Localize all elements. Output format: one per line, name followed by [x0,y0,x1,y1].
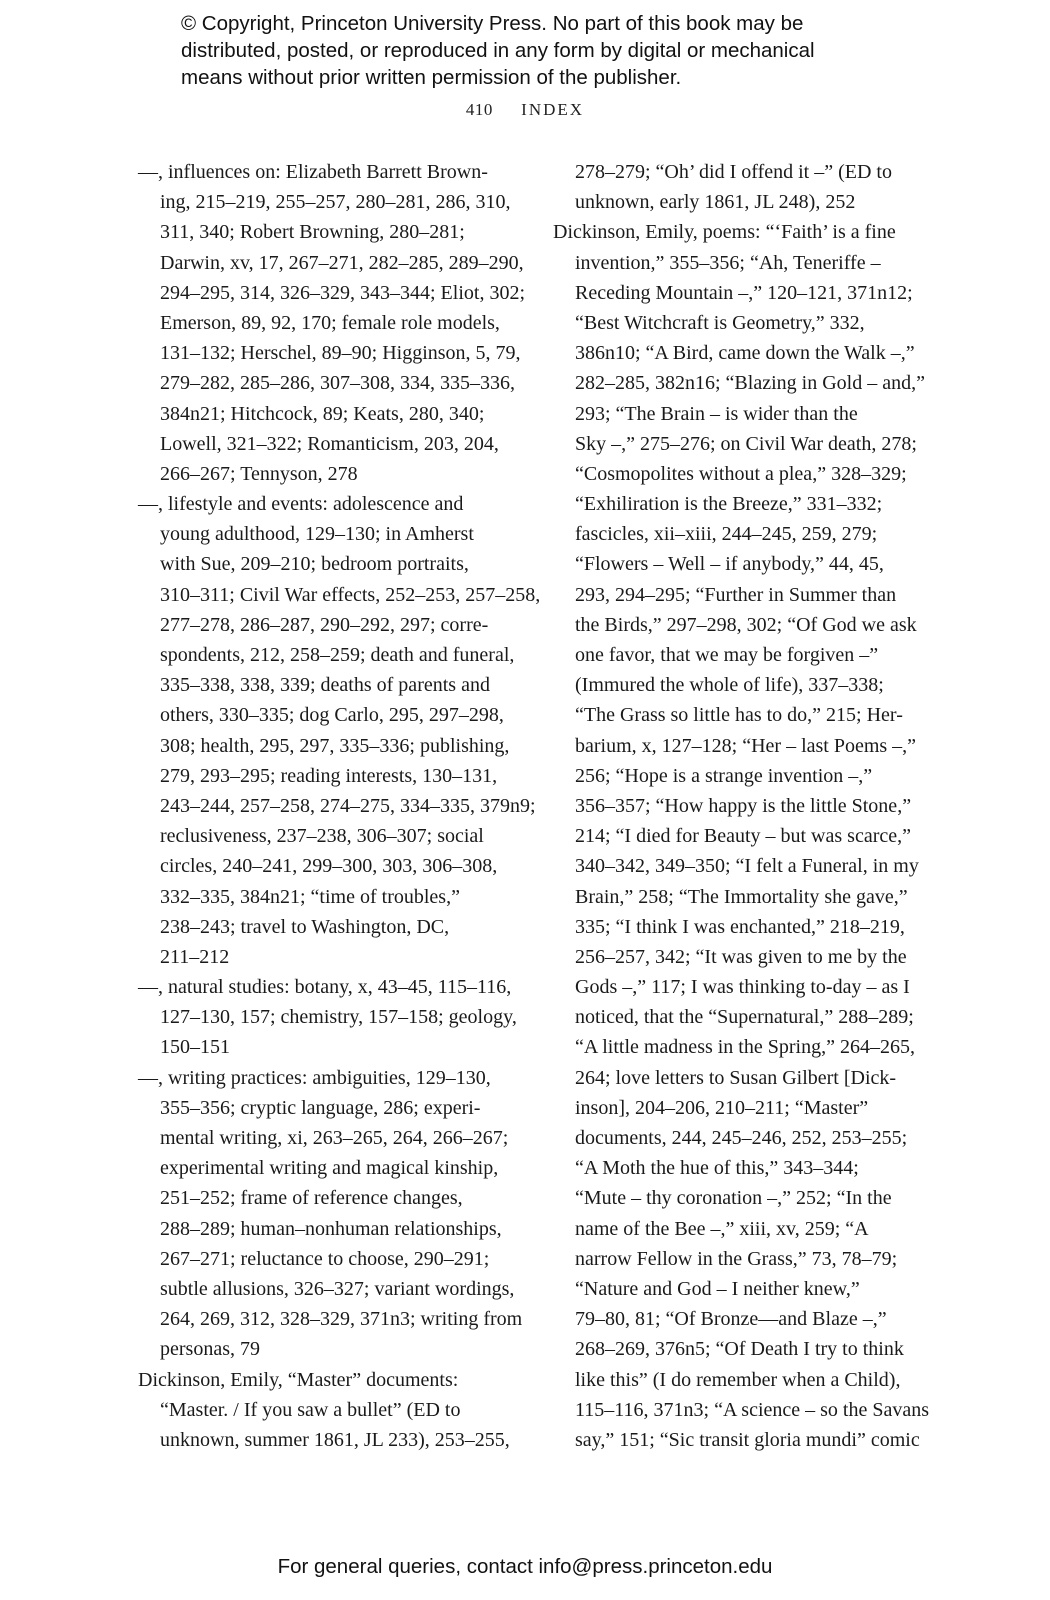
index-line-continuation: 335–338, 338, 339; deaths of parents and [160,674,490,697]
index-line-continuation: Sky –,” 275–276; on Civil War death, 278; [575,432,917,455]
index-line-continuation: (Immured the whole of life), 337–338; [575,674,884,697]
index-line-continuation: 384n21; Hitchcock, 89; Keats, 280, 340; [160,402,485,425]
index-entry-line: Dickinson, Emily, poems: “‘Faith’ is a fine [553,221,896,244]
index-line-continuation: narrow Fellow in the Grass,” 73, 78–79; [575,1247,898,1270]
index-line-continuation: with Sue, 209–210; bedroom portraits, [160,553,469,576]
index-line-continuation: “Nature and God – I neither knew,” [575,1277,860,1300]
index-column-right [553,157,933,1455]
index-line-continuation: 256; “Hope is a strange invention –,” [575,764,873,787]
index-line-continuation: 150–151 [160,1036,230,1059]
index-line-continuation: “A little madness in the Spring,” 264–265, [575,1036,915,1059]
index-line-continuation: 355–356; cryptic language, 286; experi- [160,1096,481,1119]
index-line-continuation: unknown, early 1861, JL 248), 252 [575,191,856,214]
copyright-notice [181,10,901,91]
index-line-continuation: 115–116, 371n3; “A science – so the Savans [575,1398,930,1421]
index-entry-line: Dickinson, Emily, “Master” documents: [138,1368,459,1391]
index-line-continuation: “Mute – thy coronation –,” 252; “In the [575,1187,892,1210]
index-line-continuation: 279–282, 285–286, 307–308, 334, 335–336, [160,372,515,395]
index-line-continuation: experimental writing and magical kinship, [160,1157,499,1180]
index-line-continuation: 238–243; travel to Washington, DC, [160,915,450,938]
index-line-continuation: unknown, summer 1861, JL 233), 253–255, [160,1428,510,1451]
index-line-continuation: Emerson, 89, 92, 170; female role models, [160,311,500,334]
index-line-continuation: fascicles, xii–xiii, 244–245, 259, 279; [575,523,878,546]
index-line-continuation: “Best Witchcraft is Geometry,” 332, [575,311,865,334]
index-line-continuation: 311, 340; Robert Browning, 280–281; [160,221,465,244]
copyright-line: distributed, posted, or reproduced in any form by digital or mechanical [181,39,815,62]
index-line-continuation: Darwin, xv, 17, 267–271, 282–285, 289–290, [160,251,524,274]
index-line-continuation: name of the Bee –,” xiii, xv, 259; “A [575,1217,869,1240]
index-line-continuation: “Cosmopolites without a plea,” 328–329; [575,462,907,485]
index-line-continuation: like this” (I do remember when a Child), [575,1368,901,1391]
index-line-continuation: 211–212 [160,945,230,968]
index-line-continuation: 131–132; Herschel, 89–90; Higginson, 5, 79, [160,342,521,365]
index-line-continuation: “Exhiliration is the Breeze,” 331–332; [575,493,883,516]
index-line-continuation: 256–257, 342; “It was given to me by the [575,945,907,968]
index-line-continuation: the Birds,” 297–298, 302; “Of God we ask [575,613,917,636]
index-line-continuation: 282–285, 382n16; “Blazing in Gold – and,” [575,372,925,395]
index-line-continuation: Receding Mountain –,” 120–121, 371n12; [575,281,913,304]
index-column-left [138,157,541,1455]
index-line-continuation: inson], 204–206, 210–211; “Master” [575,1096,869,1119]
index-line-continuation: 266–267; Tennyson, 278 [160,462,358,485]
index-line-continuation: 293, 294–295; “Further in Summer than [575,583,897,606]
index-line-continuation: 267–271; reluctance to choose, 290–291; [160,1247,490,1270]
index-line-continuation: 335; “I think I was enchanted,” 218–219, [575,915,905,938]
index-entry-line: —, natural studies: botany, x, 43–45, 115–116, [138,976,512,999]
index-line-continuation: young adulthood, 129–130; in Amherst [160,523,474,546]
running-head [0,100,1050,120]
index-line-continuation: 293; “The Brain – is wider than the [575,402,858,425]
index-line-continuation: 332–335, 384n21; “time of troubles,” [160,885,460,908]
index-line-continuation: 294–295, 314, 326–329, 343–344; Eliot, 302; [160,281,525,304]
index-line-continuation: 251–252; frame of reference changes, [160,1187,463,1210]
copyright-line: means without prior written permission of the publisher. [181,66,682,89]
index-line-continuation: 268–269, 376n5; “Of Death I try to think [575,1338,904,1361]
index-line-continuation: say,” 151; “Sic transit gloria mundi” comic [575,1428,920,1451]
index-line-continuation: “Flowers – Well – if anybody,” 44, 45, [575,553,884,576]
index-line-continuation: 264; love letters to Susan Gilbert [Dick- [575,1066,897,1089]
index-line-continuation: “The Grass so little has to do,” 215; Her- [575,704,903,727]
index-line-continuation: ing, 215–219, 255–257, 280–281, 286, 310, [160,191,511,214]
index-line-continuation: 386n10; “A Bird, came down the Walk –,” [575,342,915,365]
index-line-continuation: spondents, 212, 258–259; death and funeral, [160,644,515,666]
index-line-continuation: invention,” 355–356; “Ah, Teneriffe – [575,251,881,274]
index-line-continuation: mental writing, xi, 263–265, 264, 266–267; [160,1127,509,1149]
index-line-continuation: documents, 244, 245–246, 252, 253–255; [575,1127,908,1149]
index-line-continuation: 79–80, 81; “Of Bronze—and Blaze –,” [575,1308,887,1331]
index-line-continuation: reclusiveness, 237–238, 306–307; social [160,825,484,848]
index-line-continuation: “Master. / If you saw a bullet” (ED to [160,1398,461,1421]
index-entry-line: —, writing practices: ambiguities, 129–130, [138,1066,491,1089]
copyright-line: © Copyright, Princeton University Press. No part of this book may be [181,12,804,35]
index-line-continuation: 279, 293–295; reading interests, 130–131, [160,764,498,787]
section-title: INDEX [521,100,585,119]
index-line-continuation: others, 330–335; dog Carlo, 295, 297–298, [160,704,504,727]
index-line-continuation: Gods –,” 117; I was thinking to-day – as I [575,976,910,999]
index-line-continuation: 310–311; Civil War effects, 252–253, 257–258, [160,583,541,606]
index-line-continuation: barium, x, 127–128; “Her – last Poems –,” [575,734,917,757]
index-line-continuation: 127–130, 157; chemistry, 157–158; geology, [160,1006,517,1029]
index-line-continuation: 340–342, 349–350; “I felt a Funeral, in my [575,855,919,878]
index-line-continuation: noticed, that the “Supernatural,” 288–289; [575,1006,914,1029]
index-line-continuation: circles, 240–241, 299–300, 303, 306–308, [160,855,498,878]
page-number: 410 [465,100,493,119]
index-line-continuation: 278–279; “Oh’ did I offend it –” (ED to [575,161,892,183]
index-line-continuation: 277–278, 286–287, 290–292, 297; corre- [160,613,489,636]
index-line-continuation: “A Moth the hue of this,” 343–344; [575,1157,859,1180]
index-entry-line: —, influences on: Elizabeth Barrett Brown- [138,161,488,183]
index-line-continuation: Lowell, 321–322; Romanticism, 203, 204, [160,432,499,455]
index-line-continuation: 264, 269, 312, 328–329, 371n3; writing from [160,1308,523,1331]
index-line-continuation: 214; “I died for Beauty – but was scarce,” [575,825,911,848]
index-line-continuation: 356–357; “How happy is the little Stone,” [575,794,912,817]
index-line-continuation: one favor, that we may be forgiven –” [575,644,879,666]
index-line-continuation: 243–244, 257–258, 274–275, 334–335, 379n9; [160,794,536,817]
index-line-continuation: Brain,” 258; “The Immortality she gave,” [575,885,908,908]
index-line-continuation: 308; health, 295, 297, 335–336; publishing, [160,734,510,757]
index-line-continuation: personas, 79 [160,1338,260,1361]
index-entry-line: —, lifestyle and events: adolescence and [138,493,464,516]
index-line-continuation: 288–289; human–nonhuman relationships, [160,1217,502,1240]
index-line-continuation: subtle allusions, 326–327; variant wordings, [160,1277,515,1300]
footer-contact: For general queries, contact info@press.princeton.edu [277,1555,773,1578]
